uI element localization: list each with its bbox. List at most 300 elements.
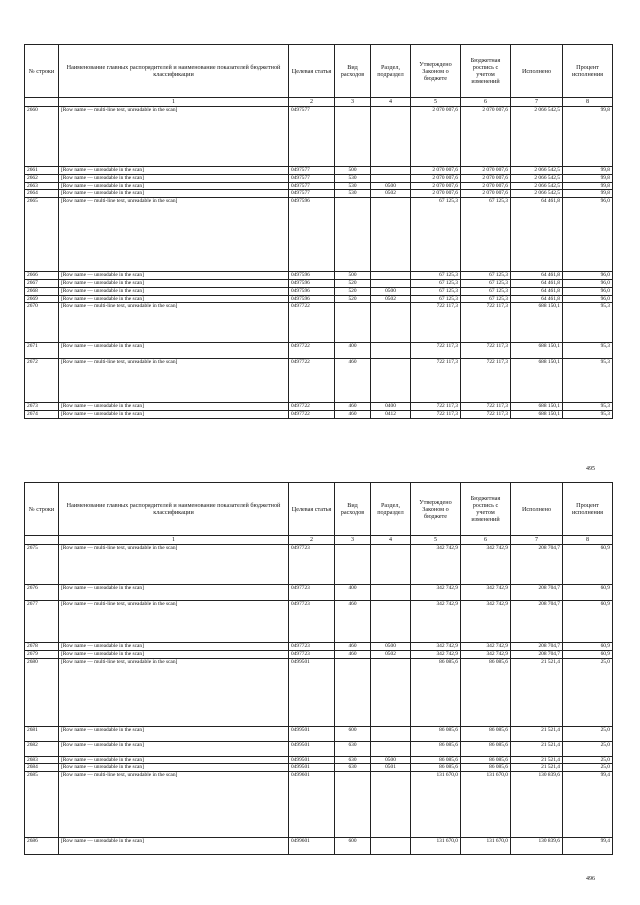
header-section: Раздел, подраздел [371,45,411,98]
table-row [25,359,613,403]
approved-amount: 86 085,6 [411,764,461,772]
row-name: [Row name — unreadable in the scan] [59,838,289,855]
section-code: 0500 [371,756,411,764]
budget-page-2 [24,482,612,855]
table-row [25,167,613,175]
execution-percent: 25,0 [563,726,613,741]
section-code [371,585,411,601]
target-article: 0499501 [289,726,335,741]
execution-percent: 96,0 [563,272,613,280]
header-name: Наименование главных распорядителей и наименование показателей бюджетной классификации [59,45,289,98]
table-row [25,545,613,585]
row-name: [Row name — multi-line text, unreadable in the scan] [59,658,289,726]
execution-percent: 96,0 [563,279,613,287]
row-number: 2684 [25,764,59,772]
table-row [25,295,613,303]
row-number: 2682 [25,741,59,756]
executed-amount: 21 521,4 [511,764,563,772]
target-article: 0499601 [289,772,335,838]
execution-percent: 95,3 [563,411,613,419]
executed-amount: 688 150,1 [511,411,563,419]
target-article: 0497723 [289,601,335,643]
section-code: 0412 [371,411,411,419]
section-code: 0400 [371,403,411,411]
row-number: 2683 [25,756,59,764]
row-name: [Row name — unreadable in the scan] [59,174,289,182]
page-number: 496 [586,876,595,882]
execution-percent: 99,8 [563,190,613,198]
target-article: 0499501 [289,756,335,764]
expense-type: 520 [335,287,371,295]
table-row [25,601,613,643]
row-number: 2680 [25,658,59,726]
execution-percent: 25,0 [563,741,613,756]
row-number: 2676 [25,585,59,601]
execution-percent: 25,0 [563,756,613,764]
row-name: [Row name — unreadable in the scan] [59,741,289,756]
row-number: 2669 [25,295,59,303]
schedule-amount: 342 742,9 [461,585,511,601]
target-article: 0497722 [289,303,335,343]
row-name: [Row name — unreadable in the scan] [59,343,289,359]
budget-table-1 [24,44,613,419]
executed-amount: 208 704,7 [511,601,563,643]
table-row [25,756,613,764]
row-name: [Row name — unreadable in the scan] [59,272,289,280]
executed-amount: 688 150,1 [511,359,563,403]
column-number: 6 [461,98,511,107]
schedule-amount: 342 742,9 [461,545,511,585]
row-name: [Row name — multi-line text, unreadable in the scan] [59,107,289,167]
target-article: 0499501 [289,741,335,756]
expense-type: 500 [335,167,371,175]
table-row [25,764,613,772]
executed-amount: 21 521,4 [511,741,563,756]
row-name: [Row name — unreadable in the scan] [59,190,289,198]
executed-amount: 64 461,8 [511,295,563,303]
table-row [25,182,613,190]
header-percent: Процент исполнения [563,483,613,536]
executed-amount: 208 704,7 [511,545,563,585]
expense-type [335,303,371,343]
table-row [25,190,613,198]
schedule-amount: 2 070 007,6 [461,167,511,175]
schedule-amount: 67 125,3 [461,295,511,303]
section-code [371,601,411,643]
schedule-amount: 722 117,3 [461,411,511,419]
target-article: 0499501 [289,764,335,772]
target-article: 0497722 [289,359,335,403]
approved-amount: 67 125,3 [411,198,461,272]
approved-amount: 2 070 007,6 [411,167,461,175]
header-expense-type: Вид расходов [335,45,371,98]
table-row [25,741,613,756]
target-article: 0497723 [289,650,335,658]
target-article: 0497722 [289,411,335,419]
target-article: 0497596 [289,287,335,295]
expense-type: 460 [335,411,371,419]
executed-amount: 688 150,1 [511,403,563,411]
approved-amount: 86 085,6 [411,756,461,764]
header-approved: Утверждено Законом о бюджете [411,483,461,536]
header-target-article: Целевая статья [289,483,335,536]
expense-type: 460 [335,601,371,643]
approved-amount: 131 670,0 [411,838,461,855]
target-article: 0497577 [289,167,335,175]
execution-percent: 96,0 [563,287,613,295]
table-row [25,107,613,167]
schedule-amount: 2 070 007,6 [461,174,511,182]
expense-type: 400 [335,343,371,359]
row-name: [Row name — multi-line text, unreadable in the scan] [59,359,289,403]
executed-amount: 130 839,6 [511,838,563,855]
executed-amount: 688 150,1 [511,303,563,343]
schedule-amount: 342 742,9 [461,601,511,643]
approved-amount: 86 085,6 [411,726,461,741]
section-code [371,167,411,175]
schedule-amount: 86 085,6 [461,764,511,772]
executed-amount: 688 150,1 [511,343,563,359]
approved-amount: 2 070 007,6 [411,107,461,167]
row-number: 2668 [25,287,59,295]
header-row-number: № строки [25,45,59,98]
row-number: 2679 [25,650,59,658]
approved-amount: 86 085,6 [411,658,461,726]
target-article: 0497596 [289,198,335,272]
schedule-amount: 86 085,6 [461,658,511,726]
expense-type: 520 [335,279,371,287]
expense-type [335,658,371,726]
approved-amount: 342 742,9 [411,643,461,651]
budget-page-1 [24,44,612,419]
approved-amount: 67 125,3 [411,287,461,295]
approved-amount: 722 117,3 [411,359,461,403]
expense-type: 630 [335,756,371,764]
executed-amount: 2 066 542,5 [511,182,563,190]
executed-amount: 208 704,7 [511,650,563,658]
executed-amount: 2 066 542,5 [511,190,563,198]
column-number: 2 [289,98,335,107]
approved-amount: 67 125,3 [411,279,461,287]
approved-amount: 86 085,6 [411,741,461,756]
row-name: [Row name — unreadable in the scan] [59,279,289,287]
row-number: 2663 [25,182,59,190]
schedule-amount: 722 117,3 [461,343,511,359]
section-code [371,545,411,585]
row-name: [Row name — unreadable in the scan] [59,764,289,772]
expense-type: 500 [335,272,371,280]
expense-type: 630 [335,741,371,756]
target-article: 0497577 [289,107,335,167]
execution-percent: 96,0 [563,295,613,303]
execution-percent: 95,3 [563,343,613,359]
expense-type: 530 [335,174,371,182]
row-number: 2681 [25,726,59,741]
header-row-number: № строки [25,483,59,536]
expense-type: 460 [335,403,371,411]
row-name: [Row name — multi-line text, unreadable in the scan] [59,772,289,838]
row-name: [Row name — multi-line text, unreadable in the scan] [59,601,289,643]
execution-percent: 96,0 [563,198,613,272]
expense-type: 460 [335,643,371,651]
header-executed: Исполнено [511,483,563,536]
column-number: 4 [371,536,411,545]
approved-amount: 131 670,0 [411,772,461,838]
row-name: [Row name — unreadable in the scan] [59,756,289,764]
target-article: 0497577 [289,174,335,182]
table-row [25,411,613,419]
schedule-amount: 67 125,3 [461,198,511,272]
approved-amount: 67 125,3 [411,295,461,303]
execution-percent: 25,0 [563,658,613,726]
approved-amount: 722 117,3 [411,303,461,343]
schedule-amount: 86 085,6 [461,741,511,756]
execution-percent: 99,8 [563,174,613,182]
header-percent: Процент исполнения [563,45,613,98]
approved-amount: 2 070 007,6 [411,190,461,198]
schedule-amount: 2 070 007,6 [461,107,511,167]
target-article: 0497723 [289,585,335,601]
expense-type [335,545,371,585]
target-article: 0497596 [289,295,335,303]
expense-type: 520 [335,295,371,303]
approved-amount: 2 070 007,6 [411,174,461,182]
target-article: 0497722 [289,403,335,411]
row-number: 2660 [25,107,59,167]
table-row [25,658,613,726]
executed-amount: 64 461,8 [511,287,563,295]
row-name: [Row name — unreadable in the scan] [59,726,289,741]
approved-amount: 722 117,3 [411,411,461,419]
executed-amount: 130 839,6 [511,772,563,838]
header-approved: Утверждено Законом о бюджете [411,45,461,98]
table-row [25,585,613,601]
section-code [371,772,411,838]
target-article: 0499501 [289,658,335,726]
target-article: 0497577 [289,190,335,198]
executed-amount: 64 461,8 [511,279,563,287]
row-number: 2671 [25,343,59,359]
table-row [25,403,613,411]
expense-type: 600 [335,838,371,855]
header-section: Раздел, подраздел [371,483,411,536]
section-code [371,303,411,343]
execution-percent: 99,8 [563,182,613,190]
execution-percent: 99,8 [563,107,613,167]
section-code [371,272,411,280]
execution-percent: 60,9 [563,545,613,585]
column-number: 7 [511,98,563,107]
executed-amount: 2 066 542,5 [511,167,563,175]
section-code [371,198,411,272]
approved-amount: 342 742,9 [411,585,461,601]
schedule-amount: 722 117,3 [461,403,511,411]
execution-percent: 95,3 [563,359,613,403]
table-row [25,303,613,343]
expense-type: 460 [335,359,371,403]
approved-amount: 342 742,9 [411,650,461,658]
target-article: 0497596 [289,279,335,287]
target-article: 0497596 [289,272,335,280]
column-number: 2 [289,536,335,545]
expense-type [335,198,371,272]
schedule-amount: 722 117,3 [461,359,511,403]
row-number: 2661 [25,167,59,175]
row-number: 2685 [25,772,59,838]
column-number: 1 [59,98,289,107]
executed-amount: 64 461,8 [511,198,563,272]
header-name: Наименование главных распорядителей и наименование показателей бюджетной классификации [59,483,289,536]
schedule-amount: 2 070 007,6 [461,190,511,198]
executed-amount: 2 066 542,5 [511,107,563,167]
row-number: 2678 [25,643,59,651]
approved-amount: 722 117,3 [411,343,461,359]
section-code: 0502 [371,190,411,198]
column-number: 8 [563,98,613,107]
section-code [371,279,411,287]
table-row [25,272,613,280]
expense-type: 460 [335,650,371,658]
column-number: 7 [511,536,563,545]
row-number: 2673 [25,403,59,411]
row-name: [Row name — unreadable in the scan] [59,403,289,411]
section-code: 0502 [371,650,411,658]
executed-amount: 21 521,4 [511,756,563,764]
schedule-amount: 2 070 007,6 [461,182,511,190]
execution-percent: 60,9 [563,585,613,601]
schedule-amount: 67 125,3 [461,279,511,287]
row-name: [Row name — unreadable in the scan] [59,167,289,175]
schedule-amount: 86 085,6 [461,726,511,741]
approved-amount: 342 742,9 [411,601,461,643]
target-article: 0497577 [289,182,335,190]
expense-type: 530 [335,190,371,198]
schedule-amount: 86 085,6 [461,756,511,764]
column-number: 6 [461,536,511,545]
column-number: 3 [335,536,371,545]
section-code [371,107,411,167]
target-article: 0497722 [289,343,335,359]
column-number [25,536,59,545]
schedule-amount: 67 125,3 [461,272,511,280]
row-name: [Row name — unreadable in the scan] [59,182,289,190]
row-number: 2677 [25,601,59,643]
row-name: [Row name — unreadable in the scan] [59,411,289,419]
executed-amount: 21 521,4 [511,658,563,726]
execution-percent: 60,9 [563,650,613,658]
section-code [371,658,411,726]
row-number: 2672 [25,359,59,403]
section-code: 0502 [371,295,411,303]
section-code [371,359,411,403]
row-name: [Row name — multi-line text, unreadable in the scan] [59,303,289,343]
row-number: 2664 [25,190,59,198]
column-number: 1 [59,536,289,545]
section-code: 0501 [371,764,411,772]
execution-percent: 95,3 [563,303,613,343]
row-name: [Row name — multi-line text, unreadable in the scan] [59,198,289,272]
target-article: 0497723 [289,545,335,585]
section-code [371,838,411,855]
row-number: 2662 [25,174,59,182]
table-row [25,772,613,838]
row-name: [Row name — unreadable in the scan] [59,287,289,295]
execution-percent: 95,3 [563,403,613,411]
target-article: 0499601 [289,838,335,855]
table-row [25,343,613,359]
table-row [25,287,613,295]
table-body-1 [25,107,613,419]
row-name: [Row name — unreadable in the scan] [59,650,289,658]
row-name: [Row name — unreadable in the scan] [59,643,289,651]
executed-amount: 208 704,7 [511,585,563,601]
table-row [25,198,613,272]
approved-amount: 342 742,9 [411,545,461,585]
executed-amount: 64 461,8 [511,272,563,280]
budget-table-2 [24,482,613,855]
row-number: 2674 [25,411,59,419]
row-number: 2670 [25,303,59,343]
header-target-article: Целевая статья [289,45,335,98]
schedule-amount: 342 742,9 [461,650,511,658]
page-number: 495 [586,466,595,472]
expense-type [335,107,371,167]
execution-percent: 25,0 [563,764,613,772]
execution-percent: 60,9 [563,643,613,651]
target-article: 0497723 [289,643,335,651]
section-code [371,343,411,359]
section-code: 0500 [371,287,411,295]
section-code: 0500 [371,643,411,651]
column-number: 5 [411,536,461,545]
row-number: 2665 [25,198,59,272]
expense-type: 400 [335,585,371,601]
expense-type: 630 [335,764,371,772]
execution-percent: 99,4 [563,838,613,855]
schedule-amount: 342 742,9 [461,643,511,651]
expense-type [335,772,371,838]
column-number: 4 [371,98,411,107]
column-number [25,98,59,107]
row-name: [Row name — unreadable in the scan] [59,585,289,601]
table-body-2 [25,545,613,855]
section-code: 0500 [371,182,411,190]
execution-percent: 60,9 [563,601,613,643]
schedule-amount: 67 125,3 [461,287,511,295]
expense-type: 530 [335,182,371,190]
column-number: 3 [335,98,371,107]
column-number: 5 [411,98,461,107]
schedule-amount: 131 670,0 [461,838,511,855]
approved-amount: 722 117,3 [411,403,461,411]
table-row [25,279,613,287]
row-number: 2666 [25,272,59,280]
section-code [371,174,411,182]
execution-percent: 99,4 [563,772,613,838]
expense-type: 600 [335,726,371,741]
table-row [25,174,613,182]
section-code [371,741,411,756]
schedule-amount: 131 670,0 [461,772,511,838]
table-row [25,838,613,855]
header-executed: Исполнено [511,45,563,98]
table-row [25,643,613,651]
row-name: [Row name — unreadable in the scan] [59,295,289,303]
table-row [25,650,613,658]
row-number: 2667 [25,279,59,287]
row-name: [Row name — multi-line text, unreadable in the scan] [59,545,289,585]
header-budget-schedule: Бюджетная роспись с учетом изменений [461,45,511,98]
